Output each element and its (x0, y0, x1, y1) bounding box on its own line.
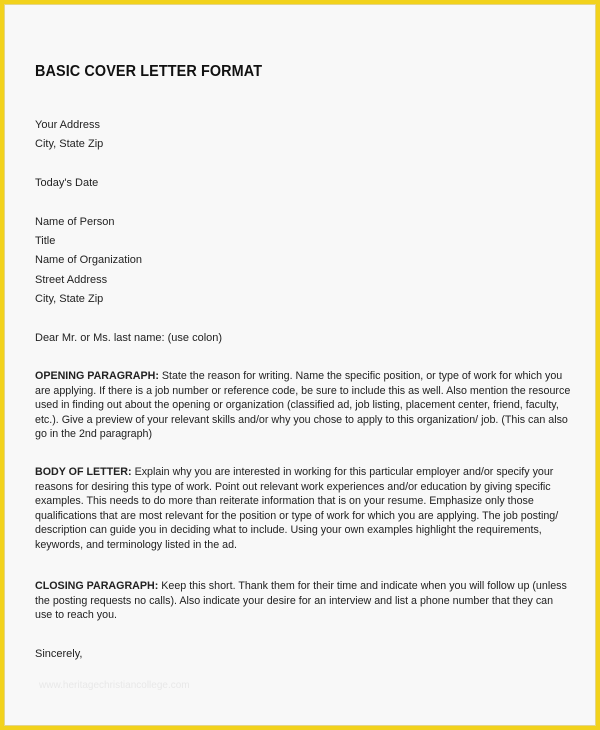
opening-paragraph (35, 369, 571, 442)
opening-paragraph-text: State the reason for writing. Name the specific position, or type of work for which you are applying. If there is a job number or reference code, be sure to include this as well. Also mention the resource used in finding out about the opening or organization (classified ad, job listing, placement center, friend, faculty, etc.). Give a preview of your relevant skills and/or why you chose to apply to this organization/ job. (This can also go in the 2nd paragraph) (35, 370, 571, 440)
sender-city-state-zip: City, State Zip (35, 138, 104, 150)
closing-paragraph-heading: CLOSING PARAGRAPH: (35, 580, 159, 592)
closing-paragraph-text: Keep this short. Thank them for their time and indicate when you will follow up (unless the posting requests no calls). Also indicate your desire for an interview and list a phone number that they can use to reach you. (35, 580, 567, 621)
salutation: Dear Mr. or Ms. last name: (use colon) (35, 332, 223, 344)
sender-address: Your Address (35, 119, 101, 131)
body-paragraph (35, 465, 571, 552)
closing-paragraph (35, 579, 571, 623)
watermark: www.heritagechristiancollege.com (39, 680, 190, 691)
document-page (4, 4, 596, 726)
recipient-title: Title (35, 235, 56, 247)
recipient-city-state-zip: City, State Zip (35, 293, 104, 305)
recipient-organization: Name of Organization (35, 254, 142, 266)
recipient-name: Name of Person (35, 216, 115, 228)
letter-date: Today's Date (35, 177, 99, 189)
closing-sincerely: Sincerely, (35, 648, 83, 660)
document-title: BASIC COVER LETTER FORMAT (35, 63, 263, 80)
body-paragraph-text: Explain why you are interested in working for this particular employer and/or specify your reasons for desiring this type of work. Point out relevant work experiences and/or education by giving specific examples. This needs to do more than reiterate information that is on your resume. Emphasize only those qualifications that are most relevant for the position or type of work for which you are applying. The job posting/ description can guide you in deciding what to include. Using your own examples highlight the requirements, keywords, and terminology listed in the ad. (35, 466, 559, 551)
body-paragraph-heading: BODY OF LETTER: (35, 466, 132, 478)
recipient-street: Street Address (35, 274, 108, 286)
opening-paragraph-heading: OPENING PARAGRAPH: (35, 370, 159, 382)
